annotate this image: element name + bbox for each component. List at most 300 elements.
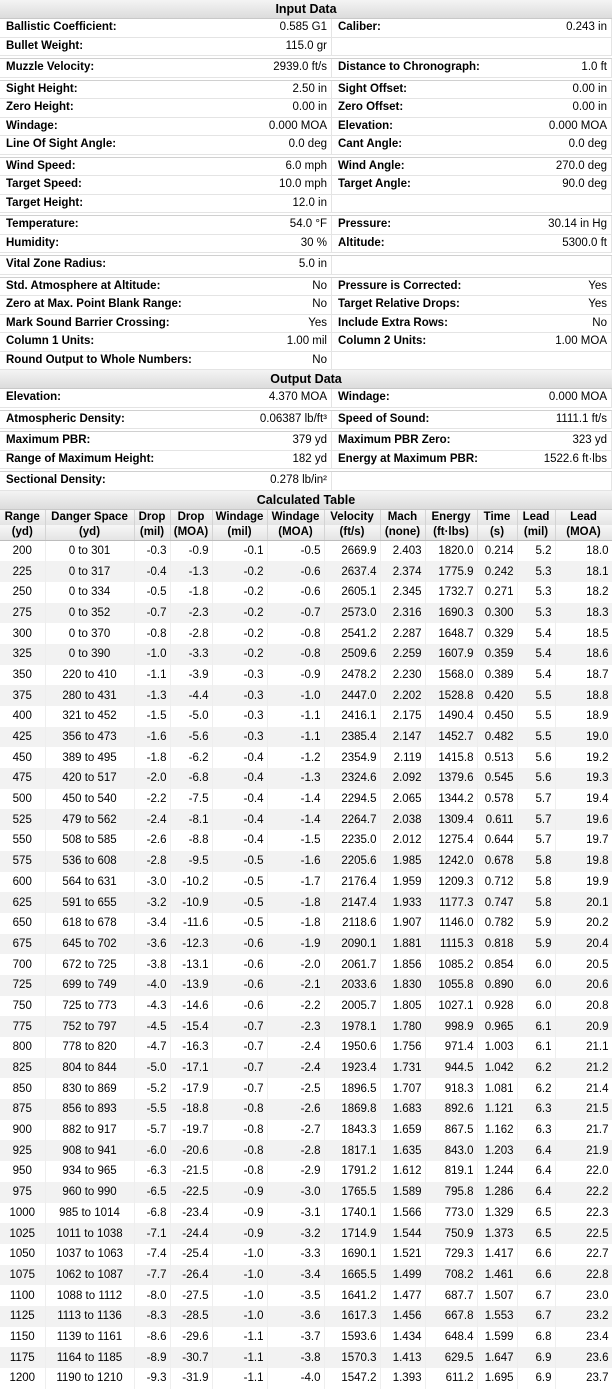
table-cell: 18.5 xyxy=(555,623,612,644)
table-cell: -2.8 xyxy=(170,623,212,644)
field-value: 270.0 deg xyxy=(514,158,612,176)
table-cell: -0.8 xyxy=(134,623,170,644)
field-label: Mark Sound Barrier Crossing: xyxy=(6,316,170,329)
table-cell: 2447.0 xyxy=(324,685,380,706)
table-cell: 667.8 xyxy=(425,1306,477,1327)
table-row xyxy=(0,1182,612,1203)
data-row xyxy=(0,99,612,118)
table-cell: -0.7 xyxy=(267,603,324,624)
table-cell: -7.7 xyxy=(134,1265,170,1286)
table-cell: 867.5 xyxy=(425,1120,477,1141)
data-row xyxy=(0,195,612,214)
table-cell: 21.2 xyxy=(555,1058,612,1079)
table-unit-headers xyxy=(0,525,612,541)
field-value: 2.50 in xyxy=(240,81,332,99)
table-cell: -1.0 xyxy=(212,1285,267,1306)
table-cell: 648.4 xyxy=(425,1327,477,1348)
table-cell: -1.3 xyxy=(170,561,212,582)
table-cell: 420 to 517 xyxy=(45,768,134,789)
table-cell: 825 xyxy=(0,1058,45,1079)
table-cell: 2176.4 xyxy=(324,872,380,893)
table-cell: 325 xyxy=(0,644,45,665)
table-cell: -1.0 xyxy=(134,644,170,665)
table-cell: 1.707 xyxy=(380,1078,425,1099)
table-cell: 1011 to 1038 xyxy=(45,1223,134,1244)
table-cell: -3.5 xyxy=(267,1285,324,1306)
table-cell: 19.7 xyxy=(555,830,612,851)
table-cell: 21.1 xyxy=(555,1037,612,1058)
table-cell: 0 to 370 xyxy=(45,623,134,644)
table-cell: 600 xyxy=(0,872,45,893)
table-cell: -0.9 xyxy=(212,1203,267,1224)
field-label xyxy=(332,195,514,213)
table-cell: 5.4 xyxy=(517,623,555,644)
table-cell: -15.4 xyxy=(170,1016,212,1037)
data-row xyxy=(0,471,612,491)
table-cell: -29.6 xyxy=(170,1327,212,1348)
table-cell: 2.092 xyxy=(380,768,425,789)
table-cell: -1.8 xyxy=(170,582,212,603)
table-cell: 1.244 xyxy=(477,1161,517,1182)
table-cell: -2.1 xyxy=(267,975,324,996)
table-cell: -1.1 xyxy=(212,1368,267,1389)
column-header: Time xyxy=(477,510,517,525)
table-cell: -1.7 xyxy=(267,872,324,893)
table-cell: 22.2 xyxy=(555,1182,612,1203)
table-cell: -7.1 xyxy=(134,1223,170,1244)
table-cell: -5.5 xyxy=(134,1099,170,1120)
table-cell: 1714.9 xyxy=(324,1223,380,1244)
table-row xyxy=(0,934,612,955)
table-cell: 19.9 xyxy=(555,872,612,893)
table-cell: 645 to 702 xyxy=(45,934,134,955)
field-value: 54.0 °F xyxy=(240,216,332,234)
column-header: Drop xyxy=(170,510,212,525)
field-value: 5.0 in xyxy=(240,256,332,274)
field-label: Energy at Maximum PBR: xyxy=(338,452,478,465)
table-cell: 2.316 xyxy=(380,603,425,624)
table-cell: 18.7 xyxy=(555,665,612,686)
table-cell: 1.393 xyxy=(380,1368,425,1389)
table-row xyxy=(0,561,612,582)
table-cell: 0.359 xyxy=(477,644,517,665)
table-cell: 856 to 893 xyxy=(45,1099,134,1120)
table-cell: 1.830 xyxy=(380,975,425,996)
field-value: 379 yd xyxy=(240,432,332,450)
table-cell: 5.3 xyxy=(517,603,555,624)
table-cell: 998.9 xyxy=(425,1016,477,1037)
table-cell: 2416.1 xyxy=(324,706,380,727)
table-cell: 22.3 xyxy=(555,1203,612,1224)
table-cell: 800 xyxy=(0,1037,45,1058)
field-value: 0.00 in xyxy=(240,99,332,117)
field-label: Column 2 Units: xyxy=(338,335,427,347)
field-label xyxy=(332,472,514,490)
field-value: No xyxy=(240,296,332,314)
field-value: 6.0 mph xyxy=(240,158,332,176)
table-cell: 1665.5 xyxy=(324,1265,380,1286)
field-label: Zero at Max. Point Blank Range: xyxy=(6,298,182,310)
data-row xyxy=(0,19,612,38)
table-cell: 0.389 xyxy=(477,665,517,686)
table-cell: 819.1 xyxy=(425,1161,477,1182)
table-cell: -8.3 xyxy=(134,1306,170,1327)
field-value: 0.000 MOA xyxy=(514,389,612,407)
column-unit: (yd) xyxy=(0,525,45,541)
table-cell: 2573.0 xyxy=(324,603,380,624)
table-cell: 18.2 xyxy=(555,582,612,603)
data-row xyxy=(0,333,612,352)
table-cell: 2.175 xyxy=(380,706,425,727)
table-cell: 1843.3 xyxy=(324,1120,380,1141)
field-value: 0.000 MOA xyxy=(514,118,612,136)
table-cell: 5.4 xyxy=(517,644,555,665)
table-row xyxy=(0,1120,612,1141)
table-cell: 0.712 xyxy=(477,872,517,893)
table-cell: 19.3 xyxy=(555,768,612,789)
table-cell: 525 xyxy=(0,809,45,830)
field-value xyxy=(514,195,612,213)
table-cell: 1.413 xyxy=(380,1347,425,1368)
table-cell: -0.3 xyxy=(212,706,267,727)
table-row xyxy=(0,706,612,727)
table-cell: 725 to 773 xyxy=(45,996,134,1017)
field-label: Sight Offset: xyxy=(338,82,407,95)
table-row xyxy=(0,582,612,603)
table-row xyxy=(0,975,612,996)
table-cell: 6.4 xyxy=(517,1140,555,1161)
table-cell: -23.4 xyxy=(170,1203,212,1224)
table-cell: -8.6 xyxy=(134,1327,170,1348)
table-cell: -2.6 xyxy=(134,830,170,851)
data-row xyxy=(0,58,612,78)
output-data-grid xyxy=(0,389,612,491)
field-value xyxy=(514,472,612,490)
table-cell: 944.5 xyxy=(425,1058,477,1079)
table-cell: 629.5 xyxy=(425,1347,477,1368)
table-cell: 21.5 xyxy=(555,1099,612,1120)
table-cell: 1.081 xyxy=(477,1078,517,1099)
field-value: 0.00 in xyxy=(514,81,612,99)
table-cell: -3.3 xyxy=(267,1244,324,1265)
table-cell: 2.119 xyxy=(380,747,425,768)
table-cell: 1.477 xyxy=(380,1285,425,1306)
column-unit: (mil) xyxy=(517,525,555,541)
table-row xyxy=(0,1203,612,1224)
table-cell: 918.3 xyxy=(425,1078,477,1099)
table-cell: -0.2 xyxy=(212,582,267,603)
table-cell: 2.147 xyxy=(380,727,425,748)
table-cell: 985 to 1014 xyxy=(45,1203,134,1224)
table-cell: -6.8 xyxy=(170,768,212,789)
data-row xyxy=(0,255,612,275)
table-cell: -6.3 xyxy=(134,1161,170,1182)
table-cell: 1.417 xyxy=(477,1244,517,1265)
table-cell: 2.202 xyxy=(380,685,425,706)
table-cell: 19.4 xyxy=(555,789,612,810)
table-cell: -6.8 xyxy=(134,1203,170,1224)
data-row xyxy=(0,431,612,451)
table-cell: -1.0 xyxy=(212,1265,267,1286)
table-cell: 2.065 xyxy=(380,789,425,810)
column-header: Lead xyxy=(517,510,555,525)
field-label: Target Speed: xyxy=(6,178,82,190)
table-cell: -0.5 xyxy=(134,582,170,603)
table-cell: 1.985 xyxy=(380,851,425,872)
table-cell: -2.8 xyxy=(134,851,170,872)
table-cell: -8.0 xyxy=(134,1285,170,1306)
data-row xyxy=(0,136,612,155)
table-cell: 1115.3 xyxy=(425,934,477,955)
table-row xyxy=(0,768,612,789)
table-cell: 882 to 917 xyxy=(45,1120,134,1141)
field-value: 90.0 deg xyxy=(514,176,612,194)
table-cell: 1.599 xyxy=(477,1327,517,1348)
table-cell: -0.3 xyxy=(134,540,170,561)
table-cell: 21.4 xyxy=(555,1078,612,1099)
table-cell: 5.8 xyxy=(517,851,555,872)
table-row xyxy=(0,996,612,1017)
field-value: Yes xyxy=(240,315,332,333)
table-cell: -0.4 xyxy=(212,789,267,810)
table-row xyxy=(0,603,612,624)
data-row xyxy=(0,38,612,57)
table-cell: 6.7 xyxy=(517,1285,555,1306)
table-cell: 708.2 xyxy=(425,1265,477,1286)
table-cell: 18.1 xyxy=(555,561,612,582)
field-value: Yes xyxy=(514,278,612,296)
table-cell: -1.0 xyxy=(212,1244,267,1265)
field-value: 0.0 deg xyxy=(240,136,332,154)
table-cell: -12.3 xyxy=(170,934,212,955)
table-cell: -0.6 xyxy=(212,975,267,996)
table-cell: 611.2 xyxy=(425,1368,477,1389)
table-cell: 2033.6 xyxy=(324,975,380,996)
table-cell: 1275.4 xyxy=(425,830,477,851)
table-row xyxy=(0,747,612,768)
table-cell: 23.7 xyxy=(555,1368,612,1389)
table-cell: 1088 to 1112 xyxy=(45,1285,134,1306)
table-cell: 795.8 xyxy=(425,1182,477,1203)
table-cell: 23.6 xyxy=(555,1347,612,1368)
table-cell: -0.6 xyxy=(212,934,267,955)
table-cell: 19.2 xyxy=(555,747,612,768)
table-cell: -22.5 xyxy=(170,1182,212,1203)
table-cell: 356 to 473 xyxy=(45,727,134,748)
table-cell: 0.300 xyxy=(477,603,517,624)
table-cell: 1.683 xyxy=(380,1099,425,1120)
table-cell: 0.965 xyxy=(477,1016,517,1037)
table-cell: 1.731 xyxy=(380,1058,425,1079)
table-cell: -3.2 xyxy=(134,892,170,913)
table-cell: 5.5 xyxy=(517,706,555,727)
table-cell: 0.578 xyxy=(477,789,517,810)
table-cell: 0 to 317 xyxy=(45,561,134,582)
table-row xyxy=(0,1223,612,1244)
table-cell: -0.8 xyxy=(267,644,324,665)
field-label: Target Angle: xyxy=(338,178,411,190)
table-cell: 1.521 xyxy=(380,1244,425,1265)
table-cell: -0.2 xyxy=(212,603,267,624)
table-cell: -24.4 xyxy=(170,1223,212,1244)
table-cell: 2.345 xyxy=(380,582,425,603)
column-unit: (s) xyxy=(477,525,517,541)
field-value: 1.00 mil xyxy=(240,333,332,351)
table-cell: -0.8 xyxy=(212,1099,267,1120)
table-cell: -4.0 xyxy=(134,975,170,996)
table-cell: 6.6 xyxy=(517,1265,555,1286)
table-cell: 1.659 xyxy=(380,1120,425,1141)
table-cell: 1.373 xyxy=(477,1223,517,1244)
table-cell: 0 to 390 xyxy=(45,644,134,665)
table-cell: 6.4 xyxy=(517,1161,555,1182)
table-cell: 900 xyxy=(0,1120,45,1141)
table-cell: 479 to 562 xyxy=(45,809,134,830)
table-cell: -0.6 xyxy=(212,954,267,975)
table-cell: 2509.6 xyxy=(324,644,380,665)
table-cell: -2.2 xyxy=(134,789,170,810)
table-cell: -21.5 xyxy=(170,1161,212,1182)
table-cell: 1100 xyxy=(0,1285,45,1306)
table-cell: 1.162 xyxy=(477,1120,517,1141)
table-cell: -0.5 xyxy=(267,540,324,561)
table-cell: -4.7 xyxy=(134,1037,170,1058)
field-value: 1111.1 ft/s xyxy=(514,411,612,429)
table-cell: -8.8 xyxy=(170,830,212,851)
table-cell: -8.9 xyxy=(134,1347,170,1368)
table-row xyxy=(0,1037,612,1058)
table-cell: -3.2 xyxy=(267,1223,324,1244)
column-header: Range xyxy=(0,510,45,525)
table-cell: 22.5 xyxy=(555,1223,612,1244)
table-cell: 1.329 xyxy=(477,1203,517,1224)
table-cell: 1146.0 xyxy=(425,913,477,934)
data-row xyxy=(0,235,612,254)
table-cell: 23.0 xyxy=(555,1285,612,1306)
table-cell: -0.2 xyxy=(212,561,267,582)
table-cell: -14.6 xyxy=(170,996,212,1017)
field-label: Muzzle Velocity: xyxy=(6,61,95,73)
table-cell: 2385.4 xyxy=(324,727,380,748)
table-cell: 1.635 xyxy=(380,1140,425,1161)
column-unit: (ft·lbs) xyxy=(425,525,477,541)
table-cell: -0.5 xyxy=(212,892,267,913)
field-label: Line Of Sight Angle: xyxy=(6,138,117,150)
table-cell: 1075 xyxy=(0,1265,45,1286)
table-cell: 850 xyxy=(0,1078,45,1099)
table-cell: 1617.3 xyxy=(324,1306,380,1327)
table-cell: 778 to 820 xyxy=(45,1037,134,1058)
table-cell: -5.0 xyxy=(170,706,212,727)
table-cell: 1690.3 xyxy=(425,603,477,624)
table-cell: -13.9 xyxy=(170,975,212,996)
table-cell: 0.890 xyxy=(477,975,517,996)
table-cell: -1.1 xyxy=(267,727,324,748)
table-row xyxy=(0,540,612,561)
column-header: Velocity xyxy=(324,510,380,525)
table-cell: 1027.1 xyxy=(425,996,477,1017)
table-row xyxy=(0,1140,612,1161)
field-label: Speed of Sound: xyxy=(338,412,430,425)
data-row xyxy=(0,176,612,195)
table-cell: -13.1 xyxy=(170,954,212,975)
field-value: 0.0 deg xyxy=(514,136,612,154)
data-row xyxy=(0,277,612,297)
column-unit: (MOA) xyxy=(267,525,324,541)
field-label: Humidity: xyxy=(6,236,60,249)
table-cell: 0.545 xyxy=(477,768,517,789)
table-cell: 575 xyxy=(0,851,45,872)
table-cell: -9.3 xyxy=(134,1368,170,1389)
table-cell: 5.9 xyxy=(517,934,555,955)
table-row xyxy=(0,1306,612,1327)
table-cell: -11.6 xyxy=(170,913,212,934)
table-cell: 5.2 xyxy=(517,540,555,561)
table-cell: -19.7 xyxy=(170,1120,212,1141)
table-row xyxy=(0,809,612,830)
field-value: 30 % xyxy=(240,235,332,253)
table-cell: 1.933 xyxy=(380,892,425,913)
field-label: Maximum PBR: xyxy=(6,434,91,446)
table-cell: 1190 to 1210 xyxy=(45,1368,134,1389)
table-cell: 1175 xyxy=(0,1347,45,1368)
table-row xyxy=(0,1244,612,1265)
table-cell: 775 xyxy=(0,1016,45,1037)
table-cell: 321 to 452 xyxy=(45,706,134,727)
table-cell: 389 to 495 xyxy=(45,747,134,768)
table-cell: 2205.6 xyxy=(324,851,380,872)
data-row xyxy=(0,410,612,430)
table-cell: -0.9 xyxy=(267,665,324,686)
field-label: Vital Zone Radius: xyxy=(6,258,107,270)
table-cell: -3.9 xyxy=(170,665,212,686)
table-cell: 1950.6 xyxy=(324,1037,380,1058)
table-cell: 450 to 540 xyxy=(45,789,134,810)
table-cell: 1050 xyxy=(0,1244,45,1265)
input-data-header: Input Data xyxy=(0,0,612,19)
table-cell: 2354.9 xyxy=(324,747,380,768)
table-cell: 1.756 xyxy=(380,1037,425,1058)
field-value: 0.243 in xyxy=(514,19,612,37)
table-row xyxy=(0,954,612,975)
data-row xyxy=(0,451,612,470)
column-unit: (none) xyxy=(380,525,425,541)
table-row xyxy=(0,913,612,934)
field-value xyxy=(514,38,612,56)
table-cell: 1415.8 xyxy=(425,747,477,768)
table-cell: -0.7 xyxy=(212,1078,267,1099)
table-cell: -17.1 xyxy=(170,1058,212,1079)
table-cell: -0.8 xyxy=(267,623,324,644)
table-cell: 23.2 xyxy=(555,1306,612,1327)
table-cell: 1.959 xyxy=(380,872,425,893)
table-cell: -0.1 xyxy=(212,540,267,561)
table-cell: 687.7 xyxy=(425,1285,477,1306)
field-value: 10.0 mph xyxy=(240,176,332,194)
table-cell: 22.8 xyxy=(555,1265,612,1286)
table-row xyxy=(0,830,612,851)
output-data-header: Output Data xyxy=(0,370,612,389)
table-cell: 0.611 xyxy=(477,809,517,830)
table-cell: 1.461 xyxy=(477,1265,517,1286)
field-value: 5300.0 ft xyxy=(514,235,612,253)
table-cell: -0.5 xyxy=(212,913,267,934)
table-cell: -4.5 xyxy=(134,1016,170,1037)
table-cell: -0.4 xyxy=(134,561,170,582)
table-cell: 591 to 655 xyxy=(45,892,134,913)
table-cell: 1.647 xyxy=(477,1347,517,1368)
table-cell: 5.7 xyxy=(517,830,555,851)
